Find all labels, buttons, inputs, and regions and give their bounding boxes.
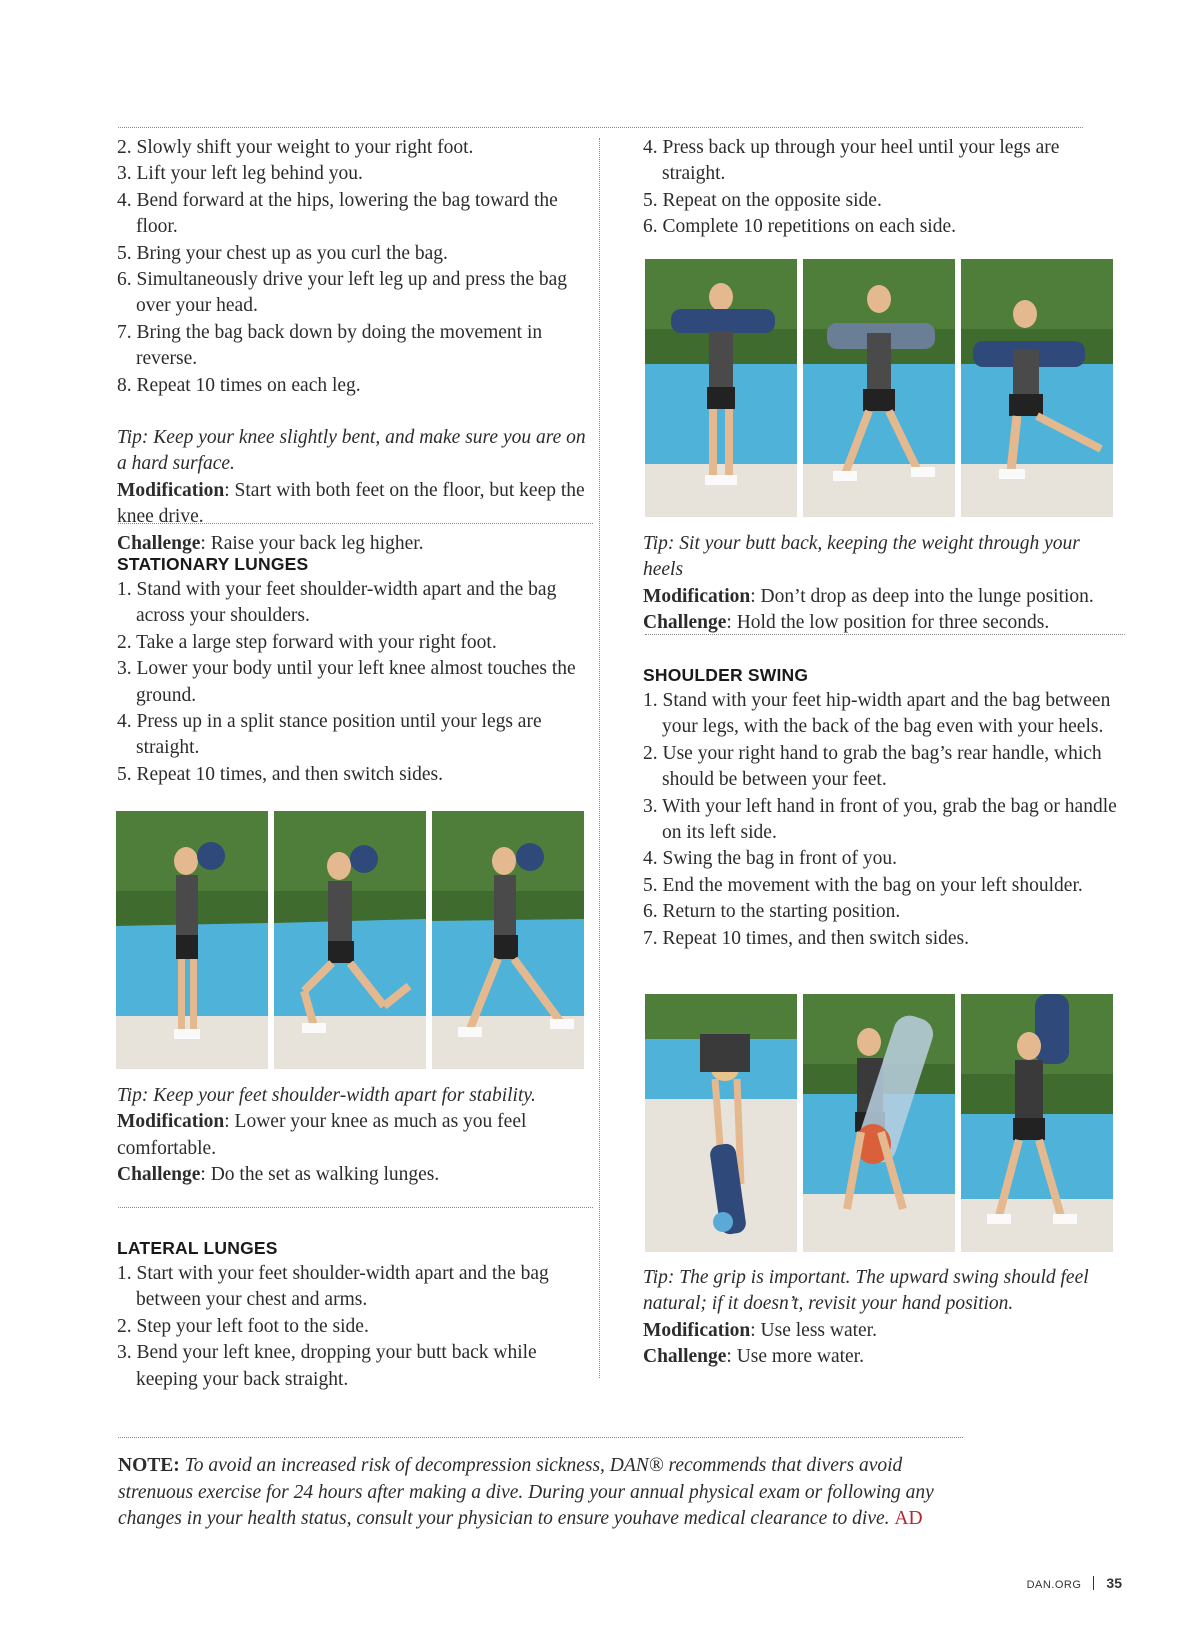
shoulder-swing-photos bbox=[645, 994, 1113, 1252]
section-rule bbox=[118, 1207, 593, 1208]
end-mark: AD bbox=[894, 1508, 923, 1530]
right-column bbox=[643, 135, 1123, 241]
step-item: 5. Repeat 10 times, and then switch sides. bbox=[117, 763, 444, 785]
challenge-label: Challenge bbox=[643, 1346, 727, 1368]
challenge-text: : Use more water. bbox=[726, 1346, 864, 1368]
exercise-photo bbox=[432, 811, 584, 1069]
stationary-tip: Tip: Keep your feet shoulder-width apart for stability. bbox=[117, 1085, 536, 1106]
shoulder-swing-notes bbox=[643, 1265, 1113, 1371]
challenge-text: : Hold the low position for three seconds. bbox=[726, 612, 1050, 634]
step-item: 5. End the movement with the bag on your left shoulder. bbox=[643, 874, 1083, 896]
lateral-steps bbox=[117, 1261, 592, 1393]
modification-text: : Lower your knee as much as you feel comfortable. bbox=[117, 1111, 527, 1159]
step-item: 1. Stand with your feet hip-width apart and the bag between your legs, with the back of the bag even with your heels. bbox=[643, 690, 1111, 738]
shoulder-swing-section bbox=[643, 664, 1123, 952]
top-rule bbox=[118, 127, 1083, 128]
lateral-modification bbox=[643, 584, 1123, 610]
note-rule bbox=[118, 1437, 963, 1438]
page-footer bbox=[1027, 1575, 1122, 1593]
exercise-photo bbox=[645, 994, 797, 1252]
step-item: 2. Take a large step forward with your right foot. bbox=[117, 631, 497, 653]
step-item: 5. Repeat on the opposite side. bbox=[643, 189, 882, 211]
step-item: 6. Complete 10 repetitions on each side. bbox=[643, 216, 957, 238]
section-rule bbox=[645, 634, 1125, 635]
step-item: 3. Bend your left knee, dropping your butt back while keeping your back straight. bbox=[117, 1342, 537, 1390]
lateral-lunges-section bbox=[117, 1237, 592, 1393]
intro-steps bbox=[117, 135, 592, 399]
challenge-label: Challenge bbox=[117, 532, 201, 554]
stationary-lunges-photos bbox=[116, 811, 584, 1069]
stationary-lunges-section bbox=[117, 553, 592, 788]
step-item: 2. Slowly shift your weight to your right foot. bbox=[117, 137, 474, 158]
step-item: 4. Press back up through your heel until your legs are straight. bbox=[643, 137, 1060, 185]
swing-steps bbox=[643, 688, 1123, 952]
lateral-lunges-photos bbox=[645, 259, 1113, 517]
challenge-label: Challenge bbox=[643, 612, 727, 634]
step-item: 5. Bring your chest up as you curl the bag. bbox=[117, 242, 448, 264]
section-rule bbox=[118, 523, 593, 524]
step-item: 7. Repeat 10 times, and then switch sides. bbox=[643, 927, 970, 949]
challenge-label: Challenge bbox=[117, 1164, 201, 1186]
exercise-photo bbox=[274, 811, 426, 1069]
modification-label: Modification bbox=[643, 1319, 751, 1341]
step-item: 8. Repeat 10 times on each leg. bbox=[117, 374, 361, 396]
note-text: To avoid an increased risk of decompression sickness, DAN® recommends that divers avoid strenuous exercise for 24 hours after making a dive. During your annual physical exam or following any changes in your health status, consult your physician to ensure youhave medical clearance to dive. bbox=[118, 1455, 934, 1530]
challenge-text: : Do the set as walking lunges. bbox=[200, 1164, 440, 1186]
step-item: 2. Step your left foot to the side. bbox=[117, 1315, 369, 1337]
step-item: 2. Use your right hand to grab the bag’s rear handle, which should be between your feet. bbox=[643, 742, 1102, 791]
step-item: 3. Lower your body until your left knee almost touches the ground. bbox=[117, 658, 576, 706]
step-item: 6. Simultaneously drive your left leg up and press the bag over your head. bbox=[117, 269, 568, 317]
modification-text: : Use less water. bbox=[750, 1319, 877, 1341]
modification-label: Modification bbox=[117, 1111, 225, 1133]
modification-label: Modification bbox=[643, 585, 751, 607]
stationary-modification bbox=[117, 1109, 592, 1162]
challenge-text: : Raise your back leg higher. bbox=[200, 532, 424, 554]
step-item: 3. With your left hand in front of you, grab the bag or handle on its left side. bbox=[643, 795, 1117, 844]
left-column bbox=[117, 135, 592, 557]
lateral-lunges-notes bbox=[643, 531, 1123, 637]
intro-tip: Tip: Keep your knee slightly bent, and make sure you are on a hard surface. bbox=[117, 427, 586, 475]
page-number: 35 bbox=[1106, 1575, 1122, 1591]
section-heading: STATIONARY LUNGES bbox=[117, 554, 309, 574]
safety-note bbox=[118, 1453, 968, 1533]
exercise-photo bbox=[803, 994, 955, 1252]
swing-challenge bbox=[643, 1344, 1113, 1370]
stationary-lunges-notes bbox=[117, 1083, 592, 1189]
modification-text: : Don’t drop as deep into the lunge position. bbox=[750, 585, 1094, 607]
modification-text: : Start with both feet on the floor, but keep the knee drive. bbox=[117, 479, 585, 528]
step-item: 4. Press up in a split stance position until your legs are straight. bbox=[117, 711, 542, 759]
lateral-tip: Tip: Sit your butt back, keeping the weight through your heels bbox=[643, 533, 1080, 581]
swing-tip: Tip: The grip is important. The upward swing should feel natural; if it doesn’t, revisit your hand position. bbox=[643, 1267, 1089, 1315]
modification-label: Modification bbox=[117, 479, 225, 501]
exercise-photo bbox=[803, 259, 955, 517]
column-divider bbox=[599, 138, 600, 1378]
note-label: NOTE: bbox=[118, 1455, 180, 1476]
step-item: 4. Swing the bag in front of you. bbox=[643, 848, 898, 870]
stationary-challenge bbox=[117, 1162, 592, 1188]
footer-divider bbox=[1093, 1576, 1094, 1590]
exercise-photo bbox=[961, 994, 1113, 1252]
step-item: 3. Lift your left leg behind you. bbox=[117, 163, 363, 185]
step-item: 6. Return to the starting position. bbox=[643, 901, 901, 923]
exercise-photo bbox=[116, 811, 268, 1069]
section-heading: LATERAL LUNGES bbox=[117, 1238, 278, 1258]
swing-modification bbox=[643, 1318, 1113, 1344]
step-item: 7. Bring the bag back down by doing the movement in reverse. bbox=[117, 321, 543, 370]
step-item: 1. Start with your feet shoulder-width apart and the bag between your chest and arms. bbox=[117, 1263, 549, 1311]
site-name: DAN.ORG bbox=[1026, 1579, 1082, 1591]
stationary-steps bbox=[117, 577, 592, 788]
step-item: 1. Stand with your feet shoulder-width apart and the bag across your shoulders. bbox=[117, 579, 557, 627]
step-item: 4. Bend forward at the hips, lowering the bag toward the floor. bbox=[117, 189, 558, 238]
exercise-photo bbox=[961, 259, 1113, 517]
exercise-photo bbox=[645, 259, 797, 517]
lateral-challenge bbox=[643, 610, 1123, 636]
section-heading: SHOULDER SWING bbox=[643, 665, 809, 685]
